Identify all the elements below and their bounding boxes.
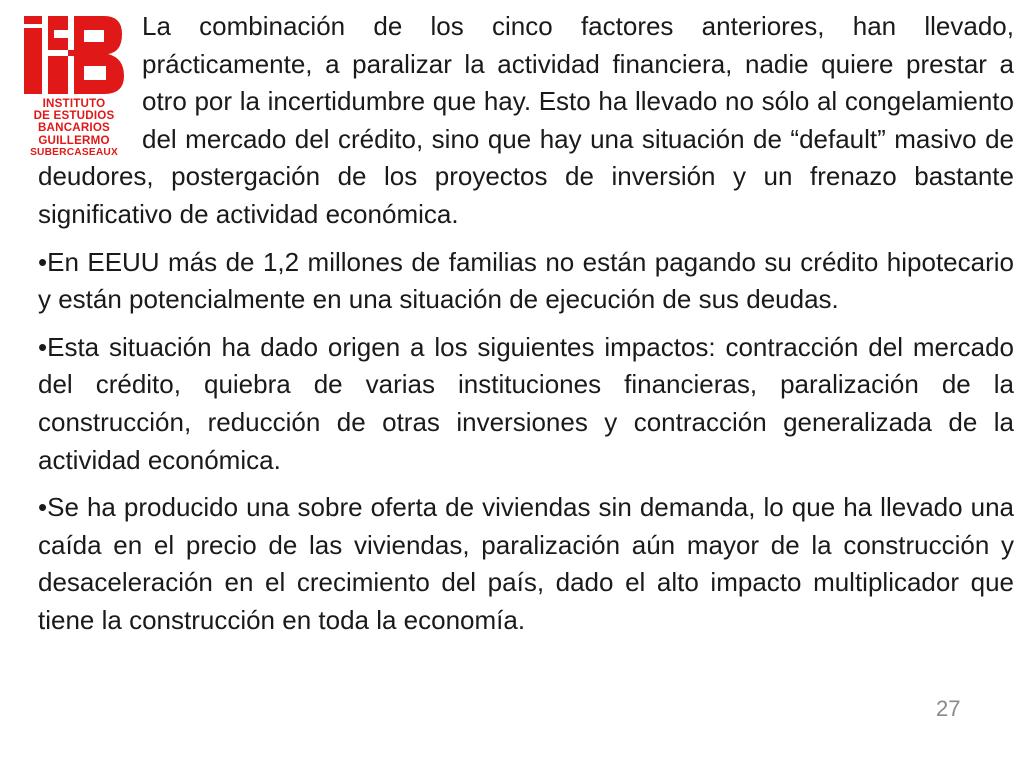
logo-line: DE ESTUDIOS bbox=[33, 109, 115, 123]
logo-line: BANCARIOS bbox=[37, 121, 110, 135]
logo-text bbox=[24, 98, 124, 159]
bullet-families: •En EEUU más de 1,2 millones de familias no están pagando su crédito hipotecario y están potencialmente en una situación de ejecución de sus deudas. bbox=[38, 246, 1014, 315]
paragraph-intro: La combinación de los cinco factores anteriores, han llevado, prácticamente, a paralizar la actividad financiera, nadie quiere prestar a otro por la incertidumbre que hay. Esto ha llevado no sólo al congelamiento del mercado del crédito, sino que hay una situación de “default” masivo de deudores, postergación de los proyectos de inversión y un frenazo bastante significativo de actividad económica. bbox=[38, 11, 1014, 229]
ieb-logo-mark-icon bbox=[24, 16, 124, 96]
logo-line: SUBERCASEAUX bbox=[30, 146, 118, 158]
logo-line: GUILLERMO bbox=[38, 133, 110, 147]
logo-line: INSTITUTO bbox=[42, 97, 106, 110]
slide-body bbox=[38, 8, 1014, 650]
institute-logo bbox=[24, 16, 124, 164]
page-number: 27 bbox=[936, 696, 961, 721]
bullet-housing: •Se ha producido una sobre oferta de viviendas sin demanda, lo que ha llevado una caída en el precio de las viviendas, paralización aún mayor de la construcción y desaceleración en el crecimiento del país, dado el alto impacto multiplicador que tiene la construcción en toda la economía. bbox=[38, 492, 1014, 635]
bullet-impacts: •Esta situación ha dado origen a los siguientes impactos: contracción del mercado del crédito, quiebra de varias instituciones financieras, paralización de la construcción, reducción de otras inversiones y contracción generalizada de la actividad económica. bbox=[38, 331, 1014, 475]
